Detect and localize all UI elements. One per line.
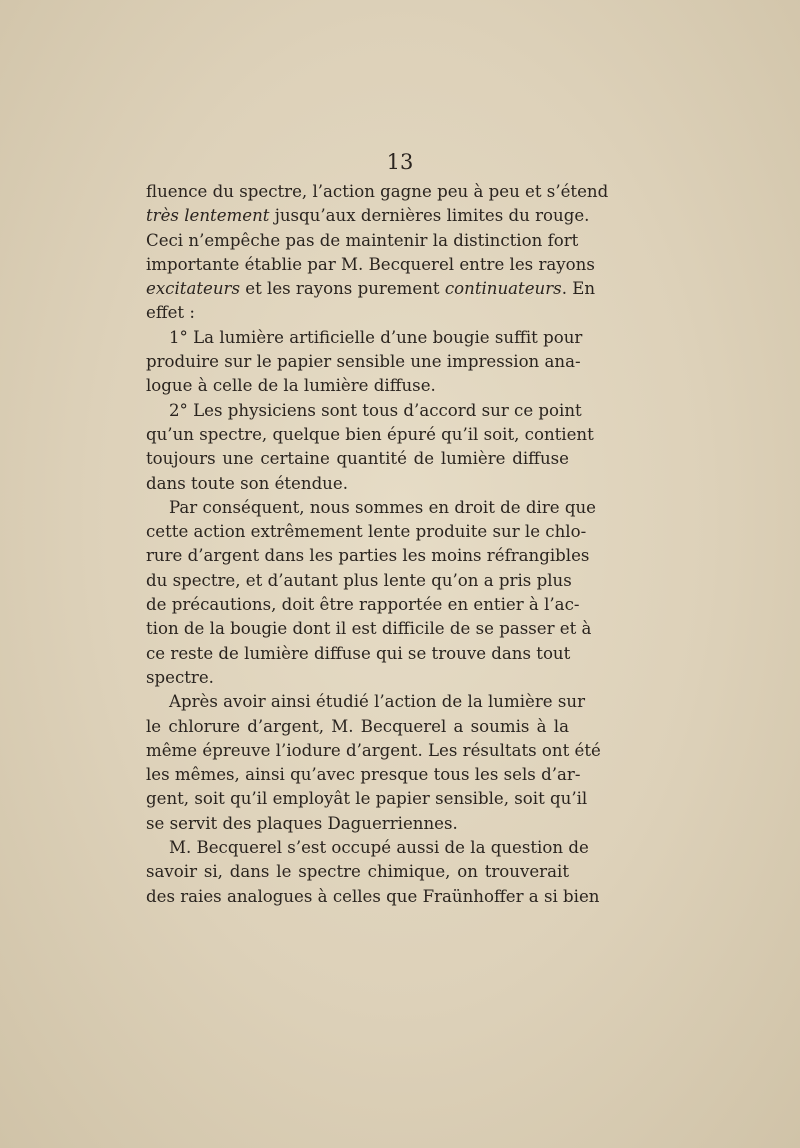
italic-text: très lentement [146,206,270,226]
text-segment: le chlorure d’argent, M. Becquerel a soumis à la [146,716,569,736]
text-segment: Après avoir ainsi étudié l’action de la lumière sur [169,692,586,712]
text-segment: logue à celle de la lumière diffuse. [146,376,436,396]
text-line [146,374,569,398]
body-text [146,180,609,909]
text-segment: jusqu’aux dernières limites du rouge. [269,206,590,226]
text-segment: les mêmes, ainsi qu’avec presque tous les sels d’ar- [146,765,581,785]
text-line [146,277,596,301]
text-segment: tion de la bougie dont il est difficile de se passer et à [146,619,592,639]
text-segment: 2° Les physiciens sont tous d’accord sur ce point [169,400,582,420]
text-line [146,180,609,204]
text-segment: M. Becquerel s’est occupé aussi de la question de [169,838,589,858]
text-segment: toujours une certaine quantité de lumière diffuse [146,449,569,469]
text-segment: dans toute son étendue. [146,473,348,493]
text-line [146,715,569,739]
text-line [146,229,579,253]
text-segment: du spectre, et d’autant plus lente qu’on a pris plus [146,570,572,590]
text-line [146,569,572,593]
text-line [146,593,580,617]
text-line [146,885,600,909]
text-line [146,836,589,860]
text-segment: cette action extrêmement lente produite sur le chlo- [146,522,587,542]
text-segment: Ceci n’empêche pas de maintenir la distinction fort [146,230,579,250]
text-segment: produire sur le papier sensible une impression ana- [146,352,581,372]
text-line [146,253,595,277]
text-segment: des raies analogues à celles que Fraünhoffer a si bien [146,886,600,906]
text-segment: qu’un spectre, quelque bien épuré qu’il soit, contient [146,424,594,444]
text-line [146,763,581,787]
text-segment: de précautions, doit être rapportée en entier à l’ac- [146,595,580,615]
text-segment: . En [561,279,596,299]
text-line [146,739,601,763]
text-line [146,496,596,520]
text-line [146,642,569,666]
text-segment: et les rayons purement [239,279,445,299]
text-line [146,544,590,568]
text-line [146,447,569,471]
text-segment: rure d’argent dans les parties les moins réfrangibles [146,546,590,566]
text-segment: gent, soit qu’il employât le papier sensible, soit qu’il [146,789,588,809]
text-line [146,787,588,811]
italic-text: continuateurs [444,279,562,299]
text-line [146,423,594,447]
text-line [146,204,590,228]
text-line [146,472,569,496]
text-line [146,666,569,690]
page-number: 13 [386,150,414,174]
text-line [146,350,581,374]
text-segment: effet : [146,303,195,323]
text-segment: savoir si, dans le spectre chimique, on trouverait [146,862,569,882]
text-line [146,860,569,884]
italic-text: excitateurs [146,279,240,299]
text-line [146,520,587,544]
text-line [146,812,569,836]
text-segment: importante établie par M. Becquerel entre les rayons [146,254,595,274]
text-segment: spectre. [146,667,214,687]
text-line [146,301,569,325]
text-line [146,399,582,423]
text-segment: 1° La lumière artificielle d’une bougie suffit pour [169,327,583,347]
text-segment: se servit des plaques Daguerriennes. [146,813,458,833]
text-line [146,326,583,350]
text-segment: ce reste de lumière diffuse qui se trouve dans tout [146,643,571,663]
text-line [146,617,592,641]
text-segment: même épreuve l’iodure d’argent. Les résultats ont été [146,740,601,760]
text-segment: fluence du spectre, l’action gagne peu à peu et s’étend [146,182,609,201]
text-segment: Par conséquent, nous sommes en droit de dire que [169,497,596,517]
text-line [146,690,586,714]
